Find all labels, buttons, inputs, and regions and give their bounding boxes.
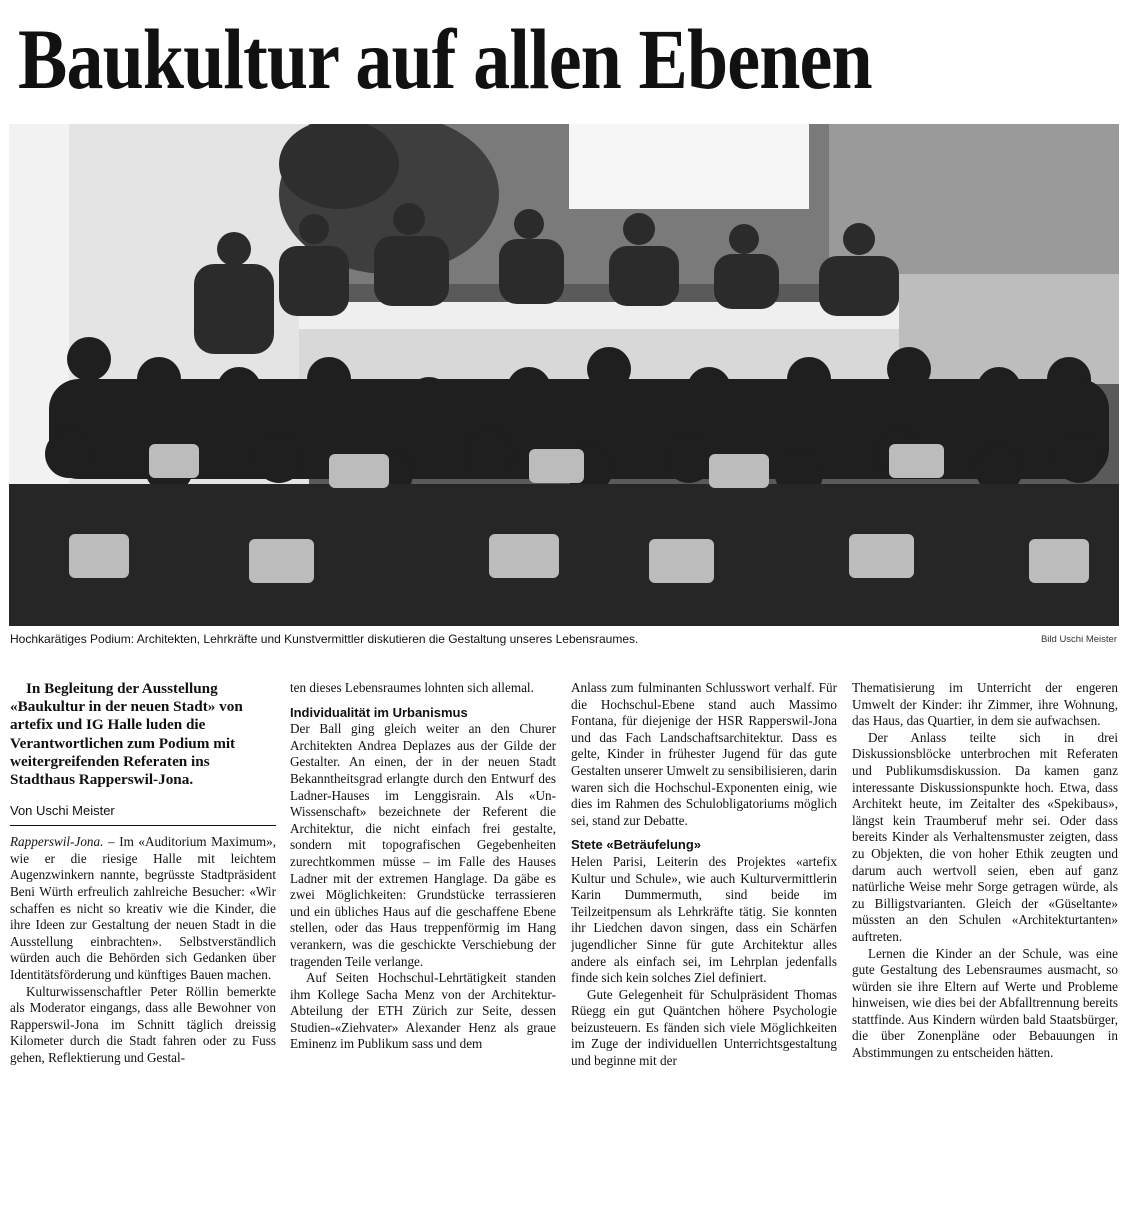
column-2	[290, 680, 556, 1225]
paragraph: Helen Parisi, Leiterin des Projektes «artefix Kultur und Schule», wie auch Kulturvermittlerin Karin Dummermuth, sind beide im Teilzeitpensum als Lehrkräfte tätig. Sie konnten ihr Liedchen davon singen, dass ein Schärfen jugendlicher Sinne für gute Architektur alles andere als einfach sei, im Lehrplan jedenfalls finde sich kein solches Ziel definiert.	[571, 853, 837, 986]
byline: Von Uschi Meister	[10, 803, 276, 826]
lead-text: In Begleitung der Ausstellung «Baukultur in der neuen Stadt» von artefix und IG Halle luden die Verantwortlichen zum Podium mit weitergreifenden Referaten ins Stadthaus Rapperswil-Jona.	[10, 680, 243, 789]
paragraph: Lernen die Kinder an der Schule, was eine gute Gestaltung des Lebensraumes ausmacht, so würden sie ihre Eltern auf Werte und Probleme hinweisen, wie dies bei der Abfalltrennung bereits stattfinde. Aus Kindern würden bald Staatsbürger, die über Zonenpläne oder Bebauungen in Abstimmungen zu entscheiden hätten.	[852, 945, 1118, 1061]
paragraph: Anlass zum fulminanten Schlusswort verhalf. Für die Hochschul-Ebene stand auch Massimo Fontana, für diejenige der HSR Rapperswil-Jona und das Fach Landschaftsarchitektur. Dass es gelte, Kinder in frühester Jugend für das gute Gestalten unserer Umwelt zu sensibilisieren, darin waren sich die Hochschul-Exponenten einig, wie dies im Rahmen des Schulobligatoriums möglich sei, stand zur Debatte.	[571, 680, 837, 828]
photo-caption: Hochkarätiges Podium: Architekten, Lehrkräfte und Kunstvermittler diskutieren die Gestaltung unseres Lebensraumes.	[10, 632, 639, 646]
photo-credit: Bild Uschi Meister	[1040, 634, 1117, 645]
paragraph-text: Im «Auditorium Maximum», wie er die riesige Halle mit leichtem Augenzwinkern nannte, begrüsste Stadtpräsident Beni Würth erfreulich zahlreiche Besucher: «Wir schaffen es nicht so kreativ wie die Kinder, die ihre Ideen zur Gestaltung der neuen Stadt in die Ausstellung einbrachten». Selbstverständlich würden auch die Behörden sich Gedanken über Identitätsförderung und künftiges Bauen machen.	[10, 834, 276, 982]
subheading: Stete «Beträufelung»	[571, 837, 702, 853]
column-3	[571, 680, 837, 1225]
paragraph	[10, 834, 276, 983]
news-photo	[9, 124, 1119, 626]
paragraph: Thematisierung im Unterricht der engeren Umwelt der Kinder: ihr Zimmer, ihre Wohnung, das Haus, das Quartier, in dem sie aufwachsen.	[852, 680, 1118, 729]
paragraph: Kulturwissenschaftler Peter Röllin bemerkte als Moderator eingangs, dass alle Bewohner von Rapperswil-Jona im Schnitt täglich dreissig Kilometer durch die Stadt fahren oder zu Fuss gehen, Reflektierung und Gestal-	[10, 983, 276, 1065]
paragraph: ten dieses Lebensraumes lohnten sich allemal.	[290, 680, 534, 695]
paragraph: Der Anlass teilte sich in drei Diskussionsblöcke unterbrochen mit Referaten und Publikumsdiskussion. Da kamen ganz interessante Diskussionspunkte hoch. Etwa, dass Architekt heute, im Zeitalter des «Spekibaus», längst kein Traumberuf mehr sei. Oder dass bereits Kinder als Verhaltensmuster zeigten, dass zu Objekten, die von hoher Ethik zeugten und darum auch wertvoll seien, eben auf ganz natürliche Weise mehr Sorge getragen würde, als zu Billigstvarianten. Gleich der «Güseltante» müssten an den Schulen «Architekturtanten» auftreten.	[852, 729, 1118, 944]
subheading: Individualität im Urbanismus	[290, 704, 468, 720]
column-4	[852, 680, 1118, 1225]
dateline: Rapperswil-Jona. –	[10, 834, 115, 850]
paragraph: Gute Gelegenheit für Schulpräsident Thomas Rüegg ein gut Quäntchen höhere Psychologie beizusteuern. Es fänden sich viele Möglichkeiten im Zuge der individuellen Unterrichtsgestaltung und beginne mit der	[571, 986, 837, 1069]
headline: Baukultur auf allen Ebenen	[18, 11, 872, 107]
paragraph: Auf Seiten Hochschul-Lehrtätigkeit standen ihm Kollege Sacha Menz von der Architektur-Abteilung der ETH Zürich zur Seite, dessen Studien-«Ziehvater» Alexander Henz als graue Eminenz im Publikum sass und dem	[290, 970, 556, 1052]
paragraph: Der Ball ging gleich weiter an den Churer Architekten Andrea Deplazes aus der Gilde der Gestalter. An einen, der in der neuen Stadt Bekanntheitsgrad erlangte durch den Entwurf des Ladner-Hauses im Lenggisrain. Als «Un-Wissenschaft» bezeichnete der Referent die Architektur, die nicht einfach frei gestalte, sondern mit topografischen Gegebenheiten zurechtkommen müsse – im Falle des Hauses Ladner mit der extremen Hanglage. Da gäbe es zwei Möglichkeiten: Grundstücke terrassieren und ein übliches Haus auf die geschaffene Ebene stellen, oder das Haus treppenförmig im Hang verankern, was die geschickte Verschiebung der tragenden Teile verlange.	[290, 721, 556, 969]
column-1	[10, 680, 276, 1225]
